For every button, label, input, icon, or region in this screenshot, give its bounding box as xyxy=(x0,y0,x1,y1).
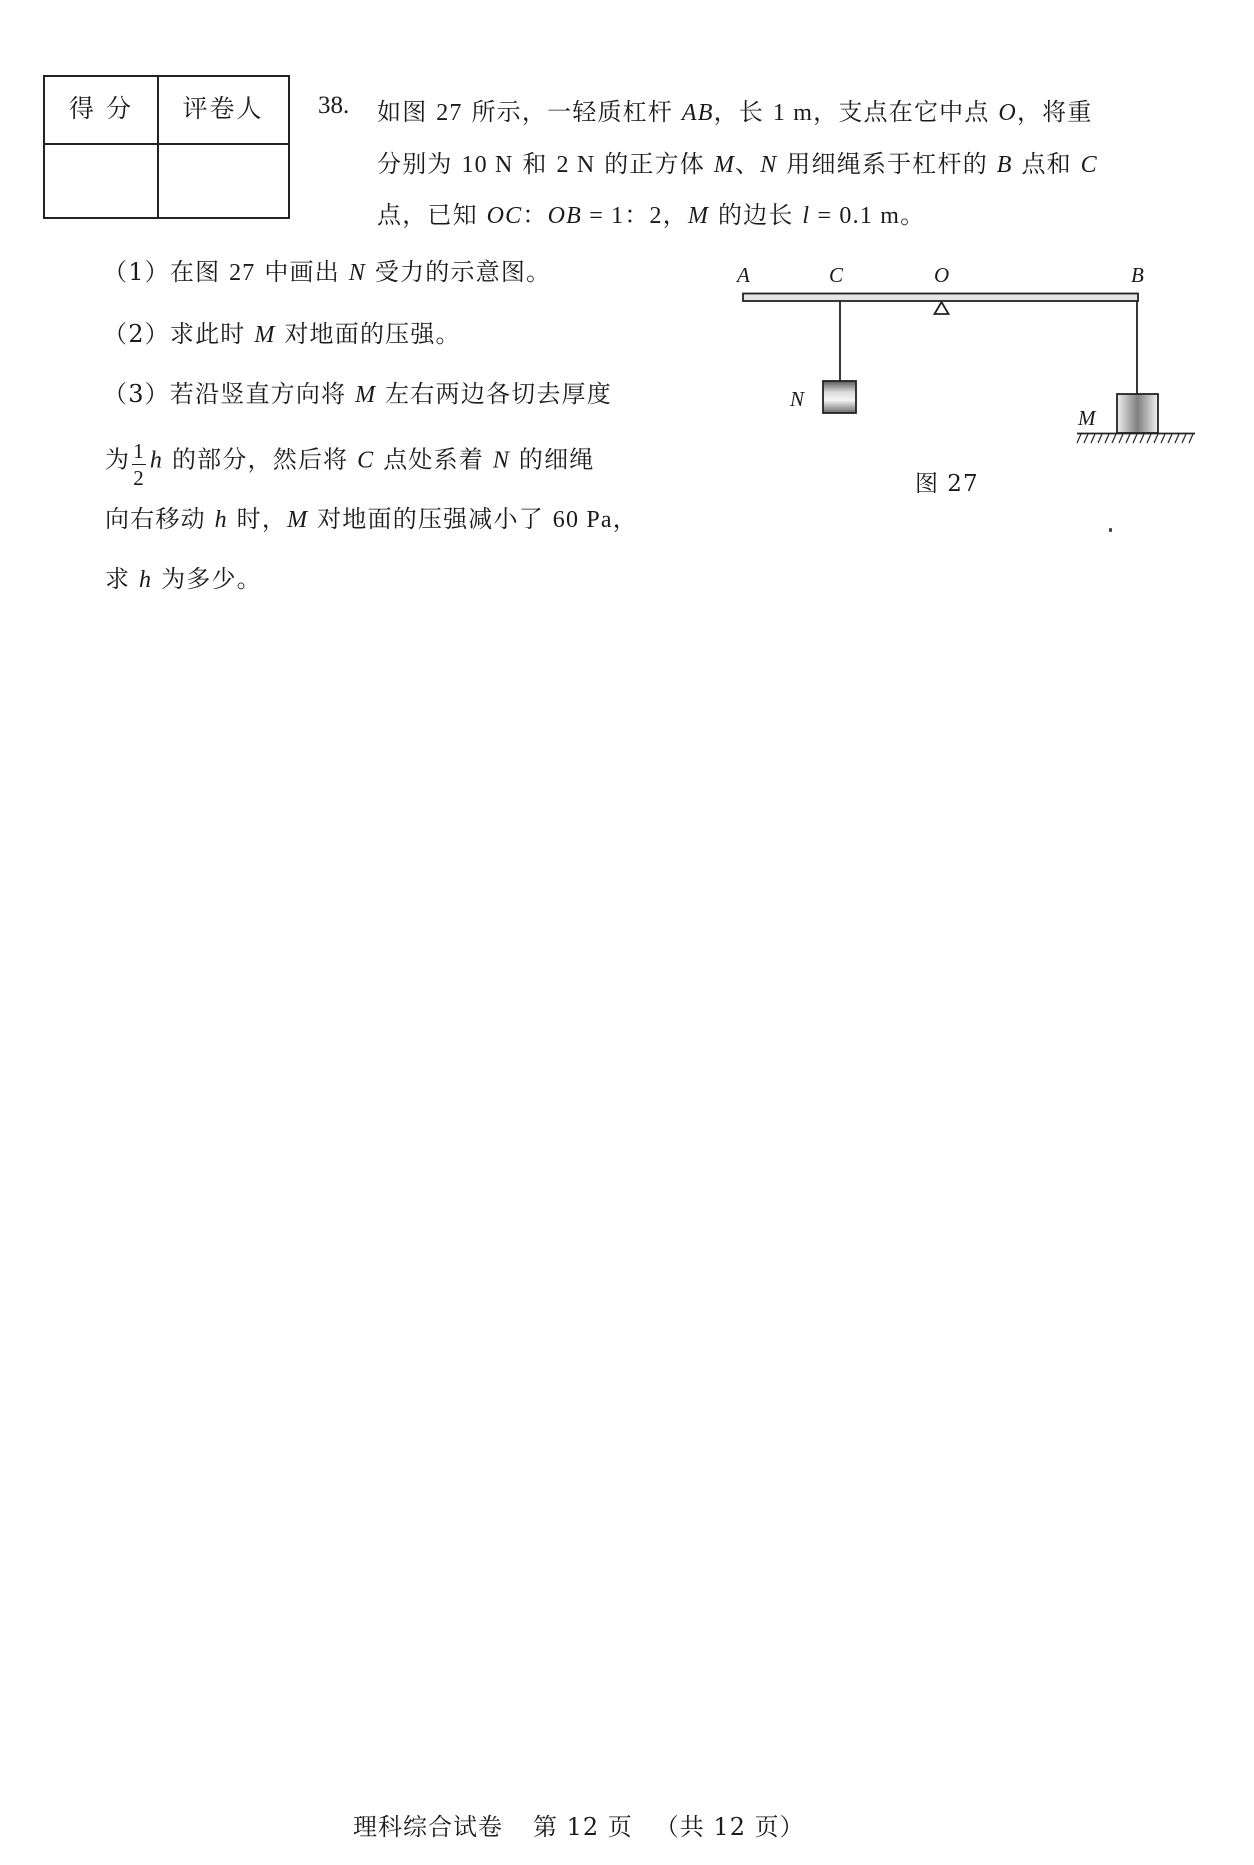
fraction-one-half: $\frac{1}{2}$ xyxy=(133,439,145,490)
block-m xyxy=(1117,394,1158,433)
figure-caption: 图 27 xyxy=(915,471,979,497)
sub-question-3-line-1: （3）若沿竖直方向将 M 左右两边各切去厚度 xyxy=(103,380,612,408)
footer-page: 第 12 页 xyxy=(533,1813,633,1841)
page-footer xyxy=(353,1807,805,1842)
question-number: 38. xyxy=(318,92,350,119)
label-point-c: C xyxy=(829,263,844,287)
question-stem-line-3: 点，已知 OC：OB = 1：2，M 的边长 l = 0.1 m。 xyxy=(377,201,926,229)
fulcrum-triangle xyxy=(935,302,949,314)
sub-question-3-line-4: 求 h 为多少。 xyxy=(105,565,262,593)
score-header: 得 分 xyxy=(69,94,133,123)
sub-question-3-line-3: 向右移动 h 时，M 对地面的压强减小了 60 Pa， xyxy=(105,505,638,533)
lever-bar xyxy=(743,294,1138,302)
sub-question-3-line-2: 为 $\frac{1}{2}$ h 的部分，然后将 C 点处系着 N 的细绳 xyxy=(105,439,595,490)
label-point-a: A xyxy=(737,263,750,287)
question-stem-line-1: 如图 27 所示，一轻质杠杆 AB，长 1 m，支点在它中点 O，将重 xyxy=(377,98,1093,126)
scan-speck xyxy=(1109,528,1112,532)
sub-question-2: （2）求此时 M 对地面的压强。 xyxy=(103,320,461,348)
grader-header: 评卷人 xyxy=(182,94,264,123)
label-point-b: B xyxy=(1131,263,1144,287)
lever-diagram xyxy=(0,0,1254,520)
ground-hatching xyxy=(1077,434,1193,443)
label-block-m: M xyxy=(1078,406,1096,430)
footer-subject: 理科综合试卷 xyxy=(353,1813,503,1841)
label-point-o: O xyxy=(934,263,950,287)
block-n xyxy=(823,381,856,413)
question-stem-line-2: 分别为 10 N 和 2 N 的正方体 M、N 用细绳系于杠杆的 B 点和 C xyxy=(377,150,1098,178)
footer-total: （共 12 页） xyxy=(654,1813,805,1841)
sub-question-1: （1）在图 27 中画出 N 受力的示意图。 xyxy=(103,258,552,286)
label-block-n: N xyxy=(790,387,805,411)
